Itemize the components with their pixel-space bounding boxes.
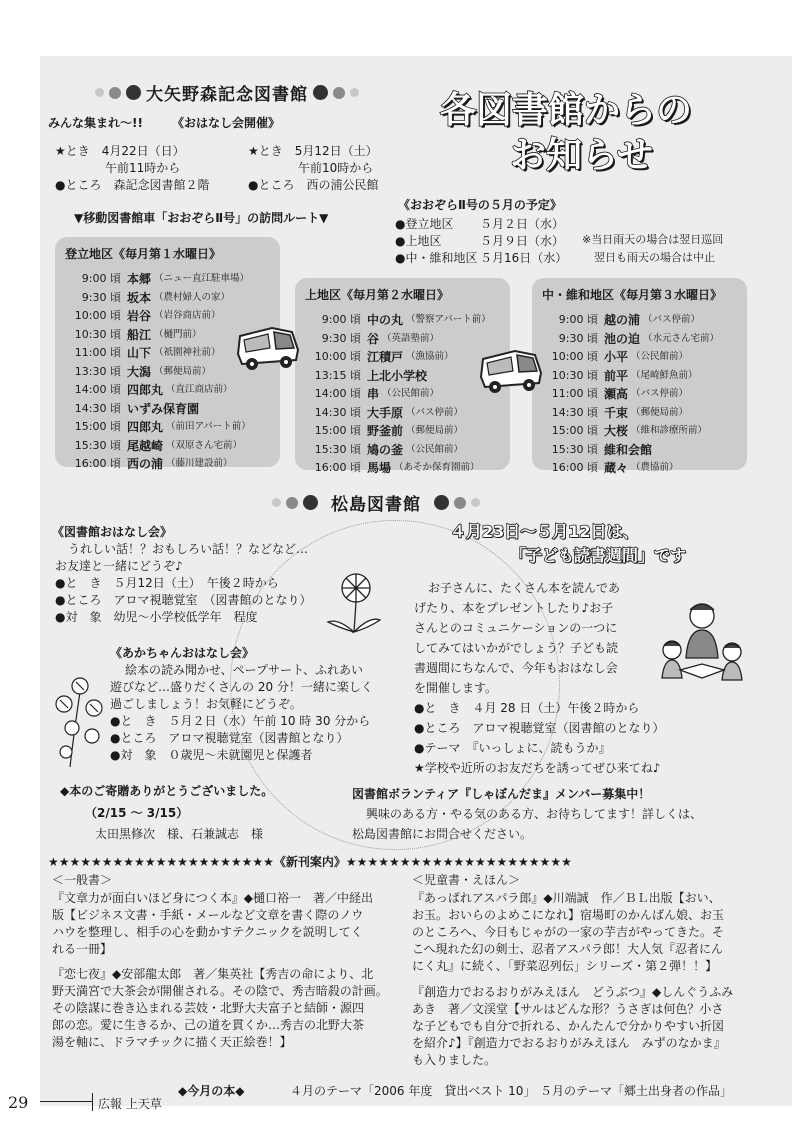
omiya-library-header [95, 80, 359, 105]
book-line: 『創造力でおるおりがみえほん どうぶつ』◆しんぐうふみ [412, 985, 734, 999]
stop-note: （バス停前） [643, 314, 701, 325]
route-stop-row [542, 422, 737, 441]
stop-time: 11:00 頃 [551, 387, 598, 400]
book-line: あき 著／文渓堂【サルはどんな形？うさぎは何色？小さ [412, 1002, 724, 1016]
dot-icon [109, 87, 121, 99]
akachan-body-1: 絵本の読み聞かせ、ペープサート、ふれあい [125, 663, 363, 677]
book-line: こへ現れた幻の剣士、忍者アスパラ郎！大人気『忍者にん [412, 942, 724, 956]
stop-time: 14:30 頃 [74, 401, 121, 415]
ohanashi-right-place: ●ところ 西の浦公民館 [248, 178, 379, 192]
stop-note: （バス停前） [631, 388, 689, 399]
stop-time: 9:00 頃 [321, 313, 361, 326]
route-stop-row [542, 404, 737, 423]
route-title: ▼移動図書館車「おおぞらⅡ号」の訪問ルート▼ [74, 211, 329, 225]
stop-place: 四郎丸 [127, 420, 164, 434]
footer-rule [40, 1101, 92, 1102]
stop-place: 中の丸 [367, 313, 404, 327]
route-stop-row [65, 289, 270, 308]
route-stop-row [65, 381, 270, 400]
flower-icon [50, 672, 110, 772]
stop-place: 坂本 [127, 290, 152, 305]
reading-week-invite: ★学校や近所のお友だちを誘ってぜひ来てね♪ [414, 761, 661, 775]
stop-time: 13:15 頃 [314, 368, 361, 382]
book-of-month-label: ◆今月の本◆ [178, 1084, 245, 1098]
naka-route-box [532, 278, 747, 475]
stop-note: （農協前） [631, 462, 679, 473]
route-stop-row [542, 441, 737, 460]
route-stop-row [65, 400, 270, 419]
route-stop-row [542, 385, 737, 404]
children-books-label: ＜児童書・えほん＞ [412, 873, 521, 887]
reading-week-title-2: 「子ども読書週間」です [510, 546, 687, 565]
route-stop-row [65, 437, 270, 456]
route-stop-row [305, 404, 500, 423]
book-line: 郎の恋。愛に生きるか、己の道を貫くか…秀吉の北野大茶 [52, 1018, 365, 1032]
stop-time: 15:30 頃 [551, 442, 598, 456]
stop-time: 15:30 頃 [314, 442, 361, 456]
stop-note: （郵便局前） [631, 406, 689, 418]
ohanashi-left-place: ●ところ 森記念図書館２階 [55, 178, 210, 192]
book-line: れる一冊】 [52, 942, 113, 956]
book-line: お玉。おいらのよめこになれ】宿場町のかんばん娘、お玉 [412, 908, 725, 922]
stop-time: 10:00 頃 [314, 350, 361, 363]
route-stop-row [305, 311, 500, 330]
stop-time: 10:30 頃 [74, 327, 121, 341]
stop-place: いずみ保育園 [127, 401, 200, 416]
children-book-1 [412, 890, 762, 975]
route-stop-row [542, 348, 737, 367]
matsu-ohanashi-place: ●ところ アロマ視聴覚室 （図書館のとなり） [55, 593, 312, 607]
stop-place: 維和会館 [604, 442, 653, 457]
route-stop-row [305, 348, 500, 367]
main-title-line1: 各図書館からの [440, 90, 693, 131]
route-stop-row [542, 367, 737, 386]
stop-place: 大手原 [367, 405, 404, 420]
magazine-name: 広報 上天草 [98, 1097, 162, 1111]
matsu-ohanashi-target: ●対 象 幼児～小学校低学年 程度 [55, 610, 258, 624]
stop-place: 前平 [604, 368, 629, 383]
stop-time: 10:00 頃 [74, 309, 121, 322]
akachan-date: ●と き ５月２日（水）午前 10 時 30 分から [110, 714, 371, 728]
book-line: 野天満宮で大茶会が開催される。その陰で、秀吉暗殺の計画。 [52, 984, 388, 998]
ohanashi-title: 《おはなし会開催》 [172, 116, 281, 130]
stop-time: 15:00 頃 [314, 424, 361, 437]
general-book-2 [52, 966, 402, 1051]
stop-place: 野釜前 [367, 424, 404, 438]
stop-note: （漁協前） [406, 351, 454, 362]
book-line: 『あっぱれアスパラ郎』◆川端誠 作／ＢＬ出版【おい、 [412, 891, 721, 905]
book-line: にく丸』に続く、「野菜忍列伝」シリーズ・第２弾！！】 [412, 959, 718, 973]
book-line: 『恋七夜』◆安部龍太郎 著／集英社【秀吉の命により、北 [52, 967, 374, 981]
stop-time: 9:30 頃 [81, 290, 121, 304]
stop-note: （前田アパート前） [166, 421, 251, 432]
schedule-date: ５月２日（水） [480, 217, 565, 231]
stop-note: （あそか保育園前） [394, 462, 480, 473]
dot-icon [286, 497, 298, 509]
stop-place: 本郷 [127, 272, 152, 286]
volunteer-body-1: 興味のある方・やる気のある方、お待ちしてます！詳しくは、 [366, 807, 703, 821]
stop-note: （岩谷商店前） [154, 310, 221, 321]
kami-title: 上地区《毎月第２水曜日》 [305, 288, 450, 302]
stop-note: （樋門前） [154, 328, 202, 340]
stop-place: 西の浦 [127, 457, 164, 471]
stop-place: 上北小学校 [367, 368, 428, 383]
matsu-ohanashi-body-2: お友達と一緒にどうぞ♪ [55, 559, 183, 573]
stop-place: 馬場 [367, 461, 392, 475]
dot-icon [471, 498, 480, 507]
stop-time: 16:00 頃 [74, 457, 121, 470]
may-theme: ５月のテーマ「郷土出身者の作品」 [540, 1084, 733, 1098]
schedule-area: ●上地区 [395, 234, 442, 248]
schedule-area: ●登立地区 [395, 217, 454, 231]
stop-place: 大潟 [127, 364, 152, 379]
route-stop-row [305, 367, 500, 386]
dot-icon [454, 497, 466, 509]
schedule-date: ５月９日（水） [480, 234, 565, 248]
book-line: 湯を軸に、ドラマチックに描く天正絵巻！】 [52, 1035, 292, 1049]
stop-time: 15:00 頃 [74, 420, 121, 433]
route-stop-row [305, 441, 500, 460]
route-stop-row [305, 422, 500, 441]
stop-time: 14:00 頃 [314, 387, 361, 400]
stop-time: 9:00 頃 [558, 313, 598, 326]
schedule-area: ●中・維和地区 [395, 251, 478, 265]
stop-note: （警察アパート前） [406, 314, 491, 325]
stop-place: 谷 [367, 331, 380, 346]
ohanashi-right-time: 午前10時から [298, 161, 374, 175]
stop-time: 10:00 頃 [551, 350, 598, 363]
stop-place: 鳩の釜 [367, 442, 404, 457]
stop-note: （直江商店前） [166, 384, 233, 395]
stop-note: （郵便局前） [154, 365, 212, 377]
matsu-ohanashi-title: 《図書館おはなし会》 [52, 525, 173, 539]
dot-icon [333, 87, 345, 99]
reading-week-theme: ●テーマ 『いっしょに、読もうか』 [414, 741, 611, 755]
general-book-1 [52, 890, 402, 958]
stop-place: 尾越崎 [127, 438, 164, 453]
dot-icon [95, 88, 104, 97]
stop-time: 15:30 頃 [74, 438, 121, 452]
book-line: のところへ、今日もじゃがの一家の芋吉がやってきた。そ [412, 925, 725, 939]
omiya-library-title: 大矢野森記念図書館 [146, 85, 308, 105]
schedule-note-1: ※当日雨天の場合は翌日巡回 [582, 233, 724, 246]
route-stop-row [542, 311, 737, 330]
naka-title: 中・維和地区《毎月第３水曜日》 [542, 288, 723, 302]
schedule-date: ５月16日（水） [480, 251, 568, 265]
footer-rule-tick [92, 1093, 93, 1111]
akachan-body-2: 遊びなど…盛りだくさんの 20 分！一緒に楽しく [110, 680, 373, 694]
stop-note: （郵便局前） [406, 425, 464, 436]
stop-time: 14:30 頃 [551, 405, 598, 419]
new-books-header: ★★★★★★★★★★★★★★★★★★★★★《新刊案内》★★★★★★★★★★★★★★★★★★★★★ [48, 855, 572, 869]
route-stop-row [305, 330, 500, 349]
reading-week-body-3: さんとのコミュニケーションの一つに [414, 621, 618, 635]
volunteer-body-2: 松島図書館にお問合せください。 [352, 827, 533, 841]
stop-time: 13:30 頃 [74, 364, 121, 378]
stop-place: 大桜 [604, 424, 629, 438]
route-stop-row [542, 330, 737, 349]
stop-place: 串 [367, 387, 380, 401]
dot-icon [350, 88, 359, 97]
stop-note: （農村婦人の家） [154, 291, 231, 303]
reading-week-body-2: げたり、本をプレゼントしたり♪お子 [414, 601, 614, 615]
stop-time: 9:30 頃 [558, 331, 598, 345]
bookmobile-van-icon [475, 345, 547, 395]
dandelion-icon [318, 566, 388, 638]
stop-note: （公民館前） [406, 443, 464, 455]
dot-icon [303, 495, 318, 510]
donation-title: ◆本のご寄贈ありがとうございました。 [60, 784, 274, 798]
stop-note: （双原さん宅前） [166, 439, 243, 451]
stop-place: 山下 [127, 346, 152, 360]
matsushima-library-header [272, 490, 480, 515]
stop-note: （水元さん宅前） [643, 332, 720, 344]
stop-note: （藤川建設前） [166, 458, 233, 469]
book-line: 版【ビジネス文書・手紙・メールなど文章を書く際のノウ [52, 908, 364, 922]
dot-icon [272, 498, 281, 507]
stop-place: 岩谷 [127, 309, 152, 323]
stop-place: 瀬高 [604, 387, 629, 401]
stop-time: 10:30 頃 [551, 368, 598, 382]
route-stop-row [542, 459, 737, 478]
page-number: 29 [8, 1093, 29, 1112]
stop-time: 14:30 頃 [314, 405, 361, 419]
stop-time: 11:00 頃 [74, 346, 121, 359]
stop-note: （ニュー直江駐車場） [154, 273, 250, 284]
stop-place: 千束 [604, 405, 629, 420]
akachan-target: ●対 象 ０歳児～未就園児と保護者 [110, 748, 313, 762]
akachan-body-3: 過ごしましょう！お気軽にどうぞ。 [110, 697, 302, 711]
book-line: その陰謀に巻き込まれる芸妓・北野大夫富子と結師・源四 [52, 1001, 365, 1015]
children-book-2 [412, 984, 762, 1069]
stop-place: 船江 [127, 327, 152, 342]
stop-time: 9:00 頃 [81, 272, 121, 285]
ohanashi-right-date: ★とき 5月12日（土） [248, 144, 378, 158]
book-line: な子どもでも自分で折れる、かんたんで分かりやすい折図 [412, 1019, 725, 1033]
stop-time: 14:00 頃 [74, 383, 121, 396]
stop-place: 越の浦 [604, 313, 641, 327]
stop-time: 16:00 頃 [314, 461, 361, 474]
book-line: 『文章力が面白いほど身につく本』◆樋口裕一 著／中経出 [52, 891, 373, 905]
dot-icon [313, 85, 328, 100]
donation-names: 太田黒修次 様、石兼誠志 様 [95, 827, 264, 841]
stop-note: （公民館前） [631, 351, 689, 362]
ohanashi-left-date: ★とき 4月22日（日） [55, 144, 185, 158]
stop-note: （維和診療所前） [631, 425, 708, 436]
route-stop-row [305, 385, 500, 404]
route-stop-row [65, 418, 270, 437]
volunteer-title: 図書館ボランティア『しゃぼんだま』メンバー募集中！ [352, 787, 651, 801]
april-theme: ４月のテーマ「2006 年度 貸出ベスト 10」 [290, 1084, 536, 1098]
ohanashi-left-time: 午前11時から [105, 161, 181, 175]
stop-note: （祇園神社前） [154, 347, 221, 358]
stop-note: （尾崎鮮魚前） [631, 369, 698, 381]
book-line: を紹介♪】『創造力でおるおりがみえほん みずのなかま』 [412, 1036, 726, 1050]
reading-week-title-1: ４月23日～５月12日は、 [450, 522, 639, 541]
schedule-list [395, 216, 585, 267]
book-line: ハウを整理し、相手の心を動かすテクニックを説明してく [52, 925, 363, 939]
reading-week-body-1: お子さんに、たくさん本を読んであ [428, 581, 621, 595]
reading-week-place: ●ところ アロマ視聴覚室（図書館のとなり） [414, 721, 665, 735]
akachan-title: 《あかちゃんおはなし会》 [110, 646, 255, 660]
route-stop-row [65, 270, 270, 289]
stop-note: （英語塾前） [382, 332, 440, 344]
reading-week-body-5: 書週間にちなんで、今年もおはなし会 [414, 661, 618, 675]
matsushima-library-title: 松島図書館 [331, 495, 421, 515]
ohanashi-lead: みんな集まれ～!! [48, 116, 143, 130]
stop-time: 16:00 頃 [551, 461, 598, 474]
dot-icon [126, 85, 141, 100]
stop-time: 15:00 頃 [551, 424, 598, 437]
matsu-ohanashi-date: ●と き ５月12日（土） 午後２時から [55, 576, 279, 590]
matsu-ohanashi-body-1: うれしい話！？おもしろい話！？などなど… [68, 542, 309, 556]
reading-week-body-6: を開催します。 [414, 681, 498, 695]
akachan-place: ●ところ アロマ視聴覚室（図書館となり） [110, 731, 349, 745]
book-line: も入りました。 [412, 1053, 497, 1067]
reading-family-illustration [650, 598, 750, 688]
general-books-label: ＜一般書＞ [52, 873, 113, 887]
stop-place: 小平 [604, 350, 629, 364]
stop-place: 江積戸 [367, 350, 404, 364]
stop-note: （公民館前） [382, 388, 440, 399]
route-stop-row [65, 455, 270, 474]
stop-place: 池の迫 [604, 331, 641, 346]
noboritate-title: 登立地区《毎月第１水曜日》 [65, 247, 222, 261]
stop-place: 四郎丸 [127, 383, 164, 397]
route-stop-row [305, 459, 500, 478]
donation-period: （2/15 ～ 3/15） [85, 806, 189, 820]
bookmobile-van-icon [232, 322, 304, 372]
schedule-note-2: 翌日も雨天の場合は中止 [594, 251, 715, 264]
schedule-title: 《おおぞらⅡ号の５月の予定》 [398, 198, 562, 212]
reading-week-date: ●と き ４月 28 日（土）午後２時から [414, 701, 640, 715]
stop-place: 蔵々 [604, 461, 629, 475]
main-title-line2: お知らせ [510, 135, 653, 176]
stop-note: （バス停前） [406, 406, 464, 418]
dot-icon [434, 495, 449, 510]
reading-week-body-4: してみてはいかがでしょう？子ども読 [414, 641, 619, 655]
stop-time: 9:30 頃 [321, 331, 361, 345]
